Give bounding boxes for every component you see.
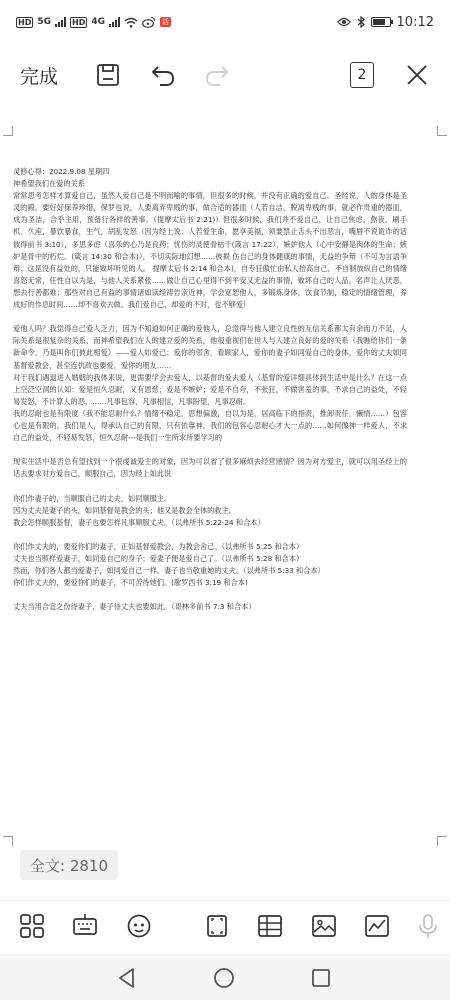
paragraph-gap <box>13 444 407 456</box>
wifi-icon <box>124 17 138 28</box>
battery-icon <box>371 17 391 27</box>
document-paragraph: 因为丈夫是妻子的头，如同基督是教会的头；他又是教会全体的救主。 <box>13 505 236 515</box>
document-paragraph: 你们作丈夫的，要爱你们的妻子，不可苦待她们。(歌罗西书 3:19 和合本) <box>13 578 248 588</box>
assistant-icon[interactable] <box>124 911 154 941</box>
chart-icon[interactable] <box>362 911 392 941</box>
crop-mark <box>437 836 447 846</box>
page-count: 2 <box>350 62 374 88</box>
status-left <box>16 16 171 28</box>
undo-icon[interactable] <box>148 60 178 90</box>
system-nav-bar <box>0 954 450 1000</box>
document-paragraph: 爱他人吗？我觉得自己爱人乏力，因为不知道如何正确的爱他人，总觉得与他人建立良性的互信关系都太有余而力不足，人际关系是很复杂的关系，而神希望我们在人的建立爱的关系，他很重视们在世人与人建立良好的爱的关系（我瞧给你们一条新命令，乃是叫你们彼此相爱）——爱人如爱己；爱你的邻舍，看顾家人，爱你的妻子如同爱自己的身体，爱你的丈夫如同基督爱教会，甚至连仇敌也要爱，爱你的朋友…… <box>13 324 407 370</box>
home-icon[interactable] <box>212 966 236 990</box>
document-paragraph: 常常思考怎样才算爱自己，虽然人爱自己是不明而喻的事情，但很多的时候，并没有正确的爱自己。圣经说，人的身体是圣灵的殿，要好好保养珍惜，保罗也说，人要离弃卑贱的事，做合适的器皿（人若自洁，脱离卑贱的事，就必作贵重的器皿，成为圣洁，合乎主用，预备行各样的善事。（提摩太后书 2:21)）但很多时候，我们并不爱自己，让自己焦虑，熬夜、刷手机、久座，暴饮暴食，生气，胡乱发怒（因为经上说：人若爱生命，愿享美福，须要禁止舌头不出恶言，嘴唇不说诡诈的话彼得前书 3:10），多思多虑（喜乐的心乃是良药；忧伤的灵使骨枯干(箴言 17:22），嫉妒他人（心中安静是肉体的生命；嫉妒是骨中的朽烂。(箴言 14:30 和合本)），不切实际地幻想……彼损 伤自己的身体健康的事情，无益的争辩（不可为言语争辩；这是没有益处的，只能败坏听见的人。 提摩太后书 2:14 和合本)，自专狂傲忙由私人抬高自己，不自制放纵自己的情绪喜怒无常，任性自以为是，与他人关系紧张……做让自己心里得不到平安又无益的事情，败坏自己的人品，名声让人厌恶，想去行善都难；那些对自己有益的事情诸如读经祷告亲近神，学会宽恕他人，多锻炼身体，饮食节制，稳定的情绪管理，养成好的作息时间……却不喜欢去做。我们爱自己，却爱的不对，也不够爱！ <box>13 191 407 310</box>
app-badge: 活 <box>162 18 169 26</box>
page-count-button[interactable] <box>347 60 377 90</box>
crop-mark <box>3 126 13 136</box>
hd-indicator-2: HD <box>72 17 86 27</box>
crop-mark <box>3 836 13 846</box>
grid-icon[interactable] <box>17 911 47 941</box>
document-paragraph: 神希望我们在爱的关系 <box>13 179 85 189</box>
paragraph-gap <box>13 529 407 541</box>
document-paragraph: 灵修心得：2022.9.08 星期四 <box>13 167 110 176</box>
redo-icon[interactable] <box>202 60 232 90</box>
paragraph-gap <box>13 311 407 323</box>
paragraph-gap <box>13 480 407 492</box>
weibo-icon <box>142 16 156 28</box>
document-paragraph: 现实生活中是否总有望找到一个很虔诚爱主的对象，因为可以省了很多麻烦去经营感情？因为对方爱主，就可以用圣经上的话去要求对方爱自己，顺服自己，因为经上如此说 <box>13 457 407 479</box>
document-paragraph: 然而，你们各人都当爱妻子，如同爱自己一样。妻子也当敬重她的丈夫。（以弗所书 5:33 和合本） <box>13 566 325 576</box>
crop-mark <box>437 126 447 136</box>
hd-indicator: HD <box>18 17 32 27</box>
paragraph-gap <box>13 589 407 601</box>
signal-icon <box>55 17 66 27</box>
back-icon[interactable] <box>115 966 139 990</box>
signal-icon-2 <box>109 17 120 27</box>
table-icon[interactable] <box>255 911 285 941</box>
signal-label-2: 4G <box>91 17 105 27</box>
document-page[interactable] <box>0 126 450 846</box>
document-paragraph: 对于我们遇退进入婚姻的我体来说，更需要学会去爱人，以基督的爱去爱人（基督的爱详细具体到生活中是什么？在这一点上空泛空洞的认知：爱是恒久忍耐，又有恩慈；爱是不嫉妒；爱是不自夸，不张狂，不做害羞的事，不求自己的益处，不轻易发怒，不计算人的恶，……凡事包容，凡事相信，凡事盼望，凡事忍耐。 <box>13 372 407 406</box>
image-icon[interactable] <box>309 911 339 941</box>
document-body[interactable] <box>13 166 407 613</box>
bluetooth-icon <box>357 16 365 28</box>
editor-toolbar <box>0 52 450 98</box>
document-paragraph: 教会怎样顺服基督，妻子也要怎样凡事顺服丈夫。（以弗所书 5:22-24 和合本） <box>13 517 265 527</box>
keyboard-icon[interactable] <box>70 911 100 941</box>
save-icon[interactable] <box>93 60 123 90</box>
bottom-toolbar <box>0 900 450 950</box>
microphone-icon[interactable] <box>413 911 443 941</box>
recents-icon[interactable] <box>309 966 333 990</box>
status-bar <box>0 0 450 44</box>
word-count-badge: 全文: 2810 <box>20 850 118 880</box>
document-paragraph: 我的忍耐也是有限度（我不能忍耐什么？情绪不稳定，思想偏激，自以为是，居高临下的指责，推卸责任，懒惰……）包容心也是有限的，我们是人，得承认自己的有限，只有依靠神，我们的包容心忍耐心才大一点的……如何像神一样爱人，不求自己的益处，不轻易发怒，恒久忍耐---是我们一生所求所要学习的 <box>13 408 407 443</box>
done-button[interactable]: 完成 <box>20 65 59 88</box>
close-icon[interactable] <box>402 60 432 90</box>
eye-icon <box>337 17 351 27</box>
clock: 10:12 <box>396 14 434 30</box>
signal-label: 5G <box>37 17 51 27</box>
document-paragraph: 丈夫也当照样爱妻子，如同爱自己的身子；爱妻子便是爱自己了。（以弗所书 5:28 和合本） <box>13 554 304 563</box>
document-paragraph: 你们作妻子的，当顺服自己的丈夫，如同顺服主。 <box>13 493 172 503</box>
status-right <box>337 15 434 30</box>
fullscreen-icon[interactable] <box>202 911 232 941</box>
document-paragraph: 你们作丈夫的，要爱你们的妻子，正如基督爱教会，为教会舍己。（以弗所书 5:25 和合本） <box>13 541 304 551</box>
document-paragraph: 丈夫当用合宜之份待妻子，妻子待丈夫也要如此。（哥林多前书 7:3 和合本） <box>13 602 256 612</box>
